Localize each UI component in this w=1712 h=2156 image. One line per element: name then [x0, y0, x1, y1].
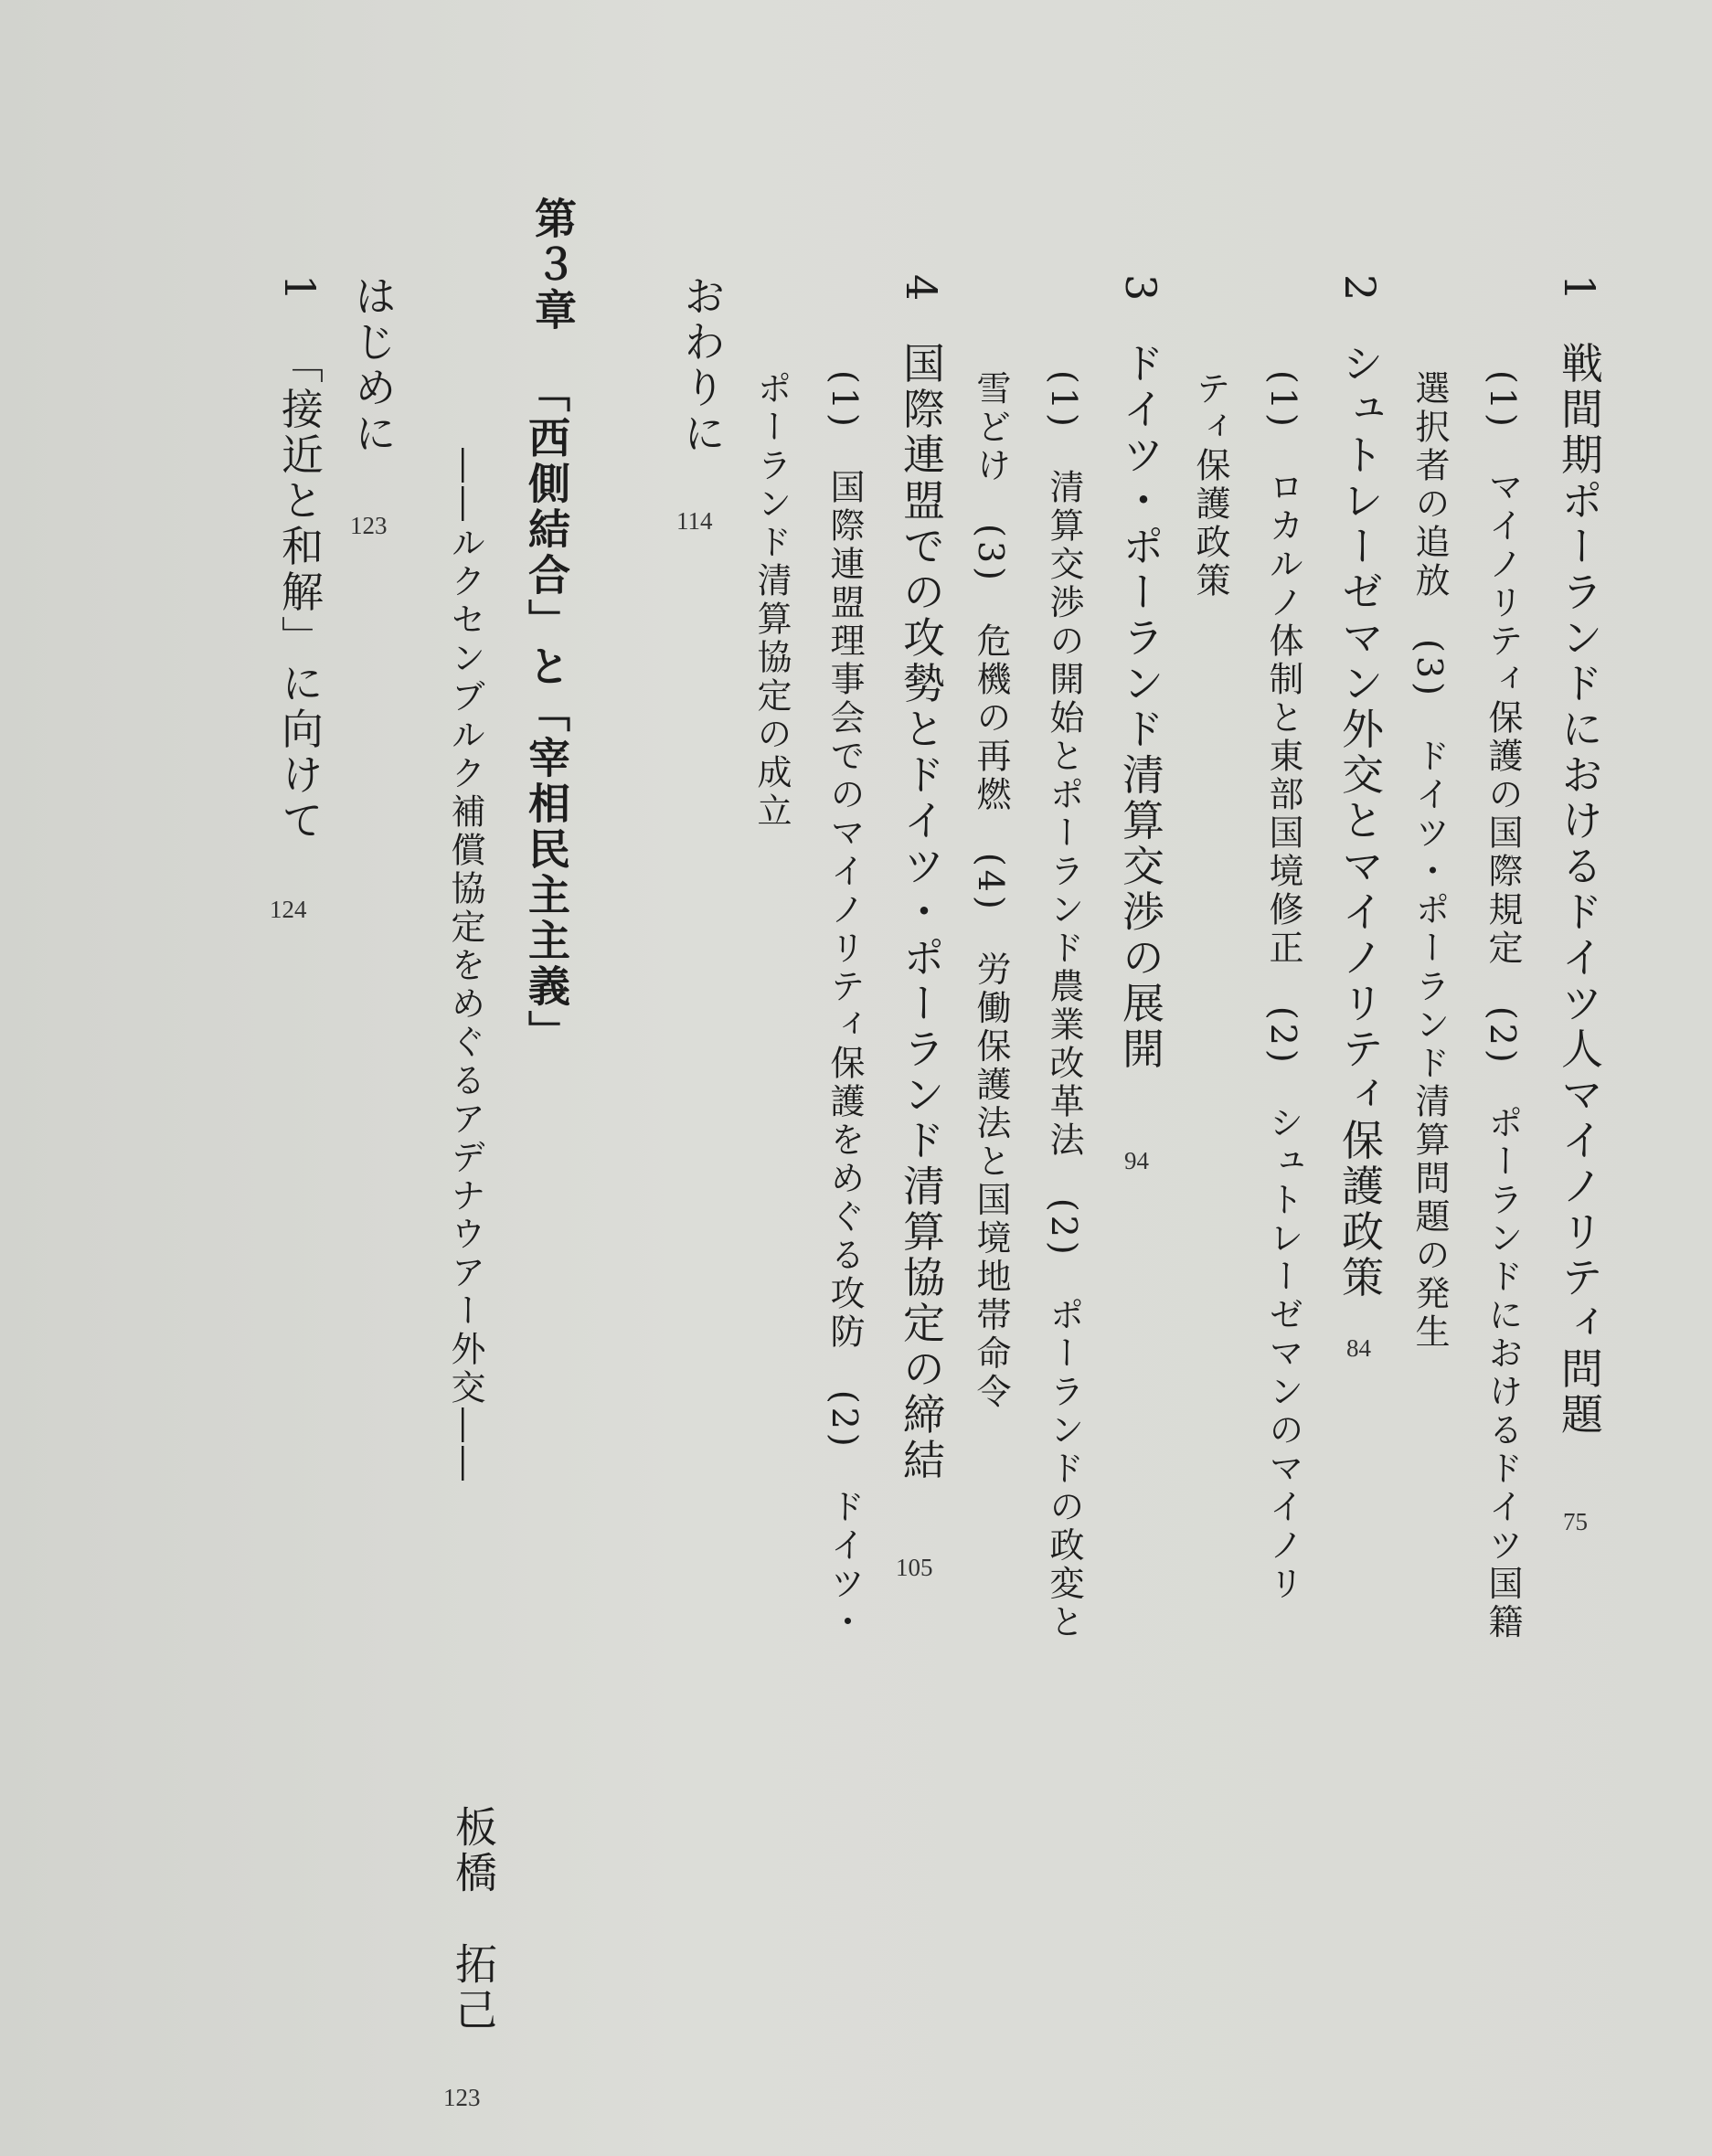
section-title: ドイツ・ポーランド清算交渉の展開 [1116, 341, 1165, 1073]
toc-entry-c3s1 [275, 274, 324, 844]
page-number-s1: 75 [1563, 1508, 1588, 1535]
section-number: 4 [897, 274, 946, 305]
subsection-line-s1-2: 選択者の追放 (3) ドイツ・ポーランド清算問題の発生 [1409, 370, 1450, 1352]
subsection-line-s1-1: (1) マイノリティ保護の国際規定 (2) ポーランドにおけるドイツ国籍 [1483, 370, 1523, 1642]
chapter-subtitle: ――ルクセンブルク補償協定をめぐるアデナウアー外交―― [445, 448, 485, 1484]
subsection-line-s3-1: (1) 清算交渉の開始とポーランド農業改革法 (2) ポーランドの政変と [1044, 370, 1084, 1642]
subsection-line-s2-2: ティ保護政策 [1190, 370, 1230, 600]
section-number: 1 [275, 274, 324, 305]
page-number-s2: 84 [1346, 1334, 1371, 1362]
subsection-line-s4-2: ポーランド清算協定の成立 [751, 370, 792, 831]
toc-entry-s3 [1116, 274, 1165, 1073]
subsection-line-s2-1: (1) ロカルノ体制と東部国境修正 (2) シュトレーゼマンのマイノリ [1263, 370, 1303, 1604]
page-number-hajime: 123 [350, 512, 388, 539]
page-number-s3: 94 [1124, 1147, 1149, 1174]
chapter-label: 第３章 [528, 196, 578, 334]
section-number: 3 [1116, 274, 1165, 305]
section-title: シュトレーゼマン外交とマイノリティ保護政策 [1335, 341, 1385, 1301]
toc-entry-hajime: はじめに [348, 274, 398, 457]
section-number: 2 [1335, 274, 1385, 305]
chapter-author-family: 板橋 [449, 1805, 498, 1896]
page-number-owari: 114 [676, 507, 713, 535]
toc-entry-owari: おわりに [677, 274, 727, 457]
section-title: 戦間期ポーランドにおけるドイツ人マイノリティ問題 [1555, 341, 1604, 1439]
page-number-c3s1: 124 [270, 896, 307, 923]
subsection-line-s4-1: (1) 国際連盟理事会でのマイノリティ保護をめぐる攻防 (2) ドイツ・ [824, 370, 865, 1642]
page-number-s4: 105 [896, 1554, 933, 1581]
section-title: 国際連盟での攻勢とドイツ・ポーランド清算協定の締結 [897, 341, 946, 1484]
toc-entry-s4 [897, 274, 946, 1484]
toc-entry-s2 [1335, 274, 1385, 1301]
chapter-title: 「西側結合」と「宰相民主主義」 [522, 370, 571, 1056]
chapter-author-given: 拓己 [449, 1942, 498, 2034]
toc-entry-s1 [1555, 274, 1604, 1439]
section-title: 「接近と和解」に向けて [275, 341, 324, 844]
subsection-line-s3-2: 雪どけ (3) 危機の再燃 (4) 労働保護法と国境地帯命令 [971, 370, 1011, 1412]
page-number-chapter3: 123 [443, 2084, 481, 2111]
section-number: 1 [1555, 274, 1604, 305]
